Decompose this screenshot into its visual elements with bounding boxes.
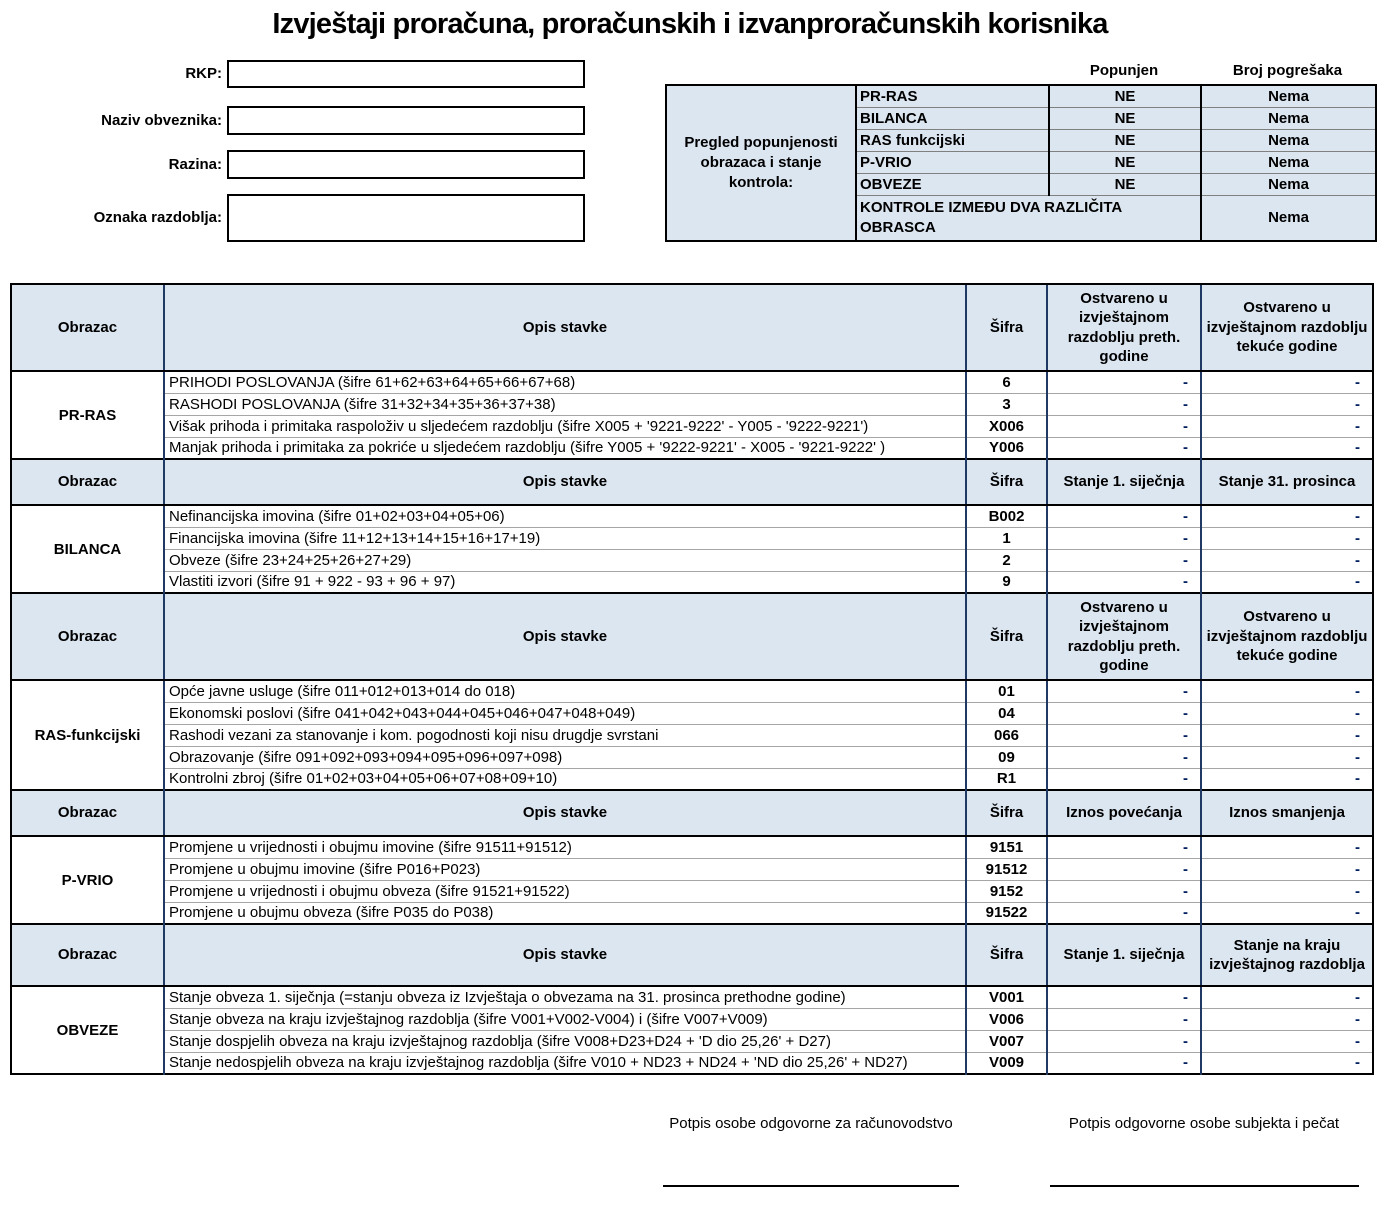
opis-stavke-header: Opis stavke <box>164 284 966 371</box>
sifra-cell: 2 <box>966 549 1047 571</box>
value-cell: - <box>1047 505 1201 527</box>
opis-cell: Financijska imovina (šifre 11+12+13+14+15+16+17+19) <box>164 527 966 549</box>
cross-form-controls-label: KONTROLE IZMEĐU DVA RAZLIČITA OBRASCA <box>856 195 1201 241</box>
opis-cell: Promjene u obujmu obveza (šifre P035 do P038) <box>164 902 966 924</box>
naziv-obveznika-input[interactable] <box>227 106 585 135</box>
opis-cell: Vlastiti izvori (šifre 91 + 922 - 93 + 96 + 97) <box>164 571 966 593</box>
value-col5-header: Stanje 31. prosinca <box>1201 459 1373 505</box>
section-name: RAS-funkcijski <box>11 680 164 790</box>
sifra-cell: 1 <box>966 527 1047 549</box>
value-cell: - <box>1047 902 1201 924</box>
value-cell: - <box>1201 746 1373 768</box>
value-col5-header: Ostvareno u izvještajnom razdoblju tekuće godine <box>1201 593 1373 680</box>
table-row <box>11 880 1373 902</box>
sifra-cell: 9151 <box>966 836 1047 858</box>
opis-cell: Nefinancijska imovina (šifre 01+02+03+04+05+06) <box>164 505 966 527</box>
oznaka-razdoblja-input[interactable] <box>227 194 585 242</box>
value-cell: - <box>1047 571 1201 593</box>
page-title: Izvještaji proračuna, proračunskih i izvanproračunskih korisnika <box>272 8 1108 40</box>
table-row <box>11 393 1373 415</box>
value-cell: - <box>1201 571 1373 593</box>
errors-value: Nema <box>1201 151 1376 173</box>
opis-cell: Višak prihoda i primitaka raspoloživ u sljedećem razdoblju (šifre X005 + '9221-9222' - Y005 - '9222-9221') <box>164 415 966 437</box>
value-cell: - <box>1201 371 1373 393</box>
obrazac-header: Obrazac <box>11 790 164 836</box>
opis-stavke-header: Opis stavke <box>164 790 966 836</box>
obrazac-header: Obrazac <box>11 284 164 371</box>
value-cell: - <box>1047 371 1201 393</box>
section-header-row <box>11 284 1373 371</box>
form-name: P-VRIO <box>856 151 1049 173</box>
opis-cell: PRIHODI POSLOVANJA (šifre 61+62+63+64+65+66+67+68) <box>164 371 966 393</box>
table-row <box>11 724 1373 746</box>
value-cell: - <box>1201 768 1373 790</box>
sifra-cell: V009 <box>966 1052 1047 1074</box>
naziv-obveznika-label: Naziv obveznika: <box>101 112 222 129</box>
opis-stavke-header: Opis stavke <box>164 593 966 680</box>
popunjen-value: NE <box>1049 173 1201 195</box>
sifra-cell: R1 <box>966 768 1047 790</box>
sifra-header: Šifra <box>966 459 1047 505</box>
sifra-header: Šifra <box>966 790 1047 836</box>
report-summary-table <box>10 283 1374 1075</box>
table-row <box>11 437 1373 459</box>
value-cell: - <box>1201 437 1373 459</box>
value-cell: - <box>1047 858 1201 880</box>
value-cell: - <box>1201 858 1373 880</box>
opis-cell: Opće javne usluge (šifre 011+012+013+014 do 018) <box>164 680 966 702</box>
table-row <box>11 768 1373 790</box>
signature-label-accounting: Potpis osobe odgovorne za računovodstvo <box>669 1115 953 1132</box>
opis-cell: Stanje obveza na kraju izvještajnog razdoblja (šifre V001+V002-V004) i (šifre V007+V009) <box>164 1008 966 1030</box>
table-row <box>11 702 1373 724</box>
value-cell: - <box>1201 415 1373 437</box>
signature-label-subject: Potpis odgovorne osobe subjekta i pečat <box>1068 1115 1340 1132</box>
table-row <box>11 1052 1373 1074</box>
sifra-cell: 91512 <box>966 858 1047 880</box>
sifra-cell: 9152 <box>966 880 1047 902</box>
value-cell: - <box>1047 986 1201 1008</box>
sifra-cell: X006 <box>966 415 1047 437</box>
value-cell: - <box>1201 1030 1373 1052</box>
sifra-header: Šifra <box>966 284 1047 371</box>
value-cell: - <box>1201 393 1373 415</box>
errors-value: Nema <box>1201 129 1376 151</box>
opis-cell: Rashodi vezani za stanovanje i kom. pogodnosti koji nisu drugdje svrstani <box>164 724 966 746</box>
control-panel-table <box>665 84 1377 242</box>
section-header-row <box>11 790 1373 836</box>
value-col5-header: Ostvareno u izvještajnom razdoblju tekuće godine <box>1201 284 1373 371</box>
value-cell: - <box>1201 836 1373 858</box>
value-col5-header: Iznos smanjenja <box>1201 790 1373 836</box>
sifra-header: Šifra <box>966 593 1047 680</box>
table-row <box>11 1030 1373 1052</box>
sifra-cell: 066 <box>966 724 1047 746</box>
table-row <box>11 986 1373 1008</box>
opis-cell: Obrazovanje (šifre 091+092+093+094+095+096+097+098) <box>164 746 966 768</box>
section-name: BILANCA <box>11 505 164 593</box>
table-row <box>11 549 1373 571</box>
value-cell: - <box>1201 724 1373 746</box>
oznaka-razdoblja-label: Oznaka razdoblja: <box>93 209 222 226</box>
value-col4-header: Ostvareno u izvještajnom razdoblju preth. godine <box>1047 284 1201 371</box>
opis-cell: Kontrolni zbroj (šifre 01+02+03+04+05+06+07+08+09+10) <box>164 768 966 790</box>
razina-label: Razina: <box>168 156 222 173</box>
value-col4-header: Stanje 1. siječnja <box>1047 924 1201 986</box>
value-col5-header: Stanje na kraju izvještajnog razdoblja <box>1201 924 1373 986</box>
opis-stavke-header: Opis stavke <box>164 459 966 505</box>
opis-cell: Promjene u vrijednosti i obujmu obveza (šifre 91521+91522) <box>164 880 966 902</box>
table-row <box>11 571 1373 593</box>
value-col4-header: Iznos povećanja <box>1047 790 1201 836</box>
sifra-cell: Y006 <box>966 437 1047 459</box>
value-cell: - <box>1047 527 1201 549</box>
popunjen-value: NE <box>1049 85 1201 107</box>
value-col4-header: Ostvareno u izvještajnom razdoblju preth. godine <box>1047 593 1201 680</box>
opis-cell: Ekonomski poslovi (šifre 041+042+043+044+045+046+047+048+049) <box>164 702 966 724</box>
rkp-label: RKP: <box>185 65 222 82</box>
errors-value: Nema <box>1201 85 1376 107</box>
section-header-row <box>11 924 1373 986</box>
form-name: PR-RAS <box>856 85 1049 107</box>
value-cell: - <box>1047 393 1201 415</box>
sifra-cell: 09 <box>966 746 1047 768</box>
table-row <box>11 746 1373 768</box>
errors-value: Nema <box>1201 195 1376 241</box>
obrazac-header: Obrazac <box>11 593 164 680</box>
value-cell: - <box>1047 437 1201 459</box>
value-cell: - <box>1201 1052 1373 1074</box>
sifra-cell: 9 <box>966 571 1047 593</box>
value-cell: - <box>1047 1030 1201 1052</box>
section-name: PR-RAS <box>11 371 164 459</box>
control-panel-label: Pregled popunjenosti obrazaca i stanje kontrola: <box>666 85 856 241</box>
section-name: OBVEZE <box>11 986 164 1074</box>
value-cell: - <box>1201 505 1373 527</box>
popunjen-column-label: Popunjen <box>1089 62 1159 79</box>
section-header-row <box>11 459 1373 505</box>
opis-cell: RASHODI POSLOVANJA (šifre 31+32+34+35+36+37+38) <box>164 393 966 415</box>
sifra-cell: 01 <box>966 680 1047 702</box>
sifra-cell: V007 <box>966 1030 1047 1052</box>
value-cell: - <box>1047 836 1201 858</box>
rkp-input[interactable] <box>227 60 585 88</box>
value-cell: - <box>1047 415 1201 437</box>
table-row <box>11 836 1373 858</box>
value-cell: - <box>1047 724 1201 746</box>
table-row <box>11 902 1373 924</box>
value-col4-header: Stanje 1. siječnja <box>1047 459 1201 505</box>
value-cell: - <box>1201 880 1373 902</box>
table-row <box>11 505 1373 527</box>
sifra-cell: 6 <box>966 371 1047 393</box>
razina-input[interactable] <box>227 150 585 179</box>
value-cell: - <box>1047 1052 1201 1074</box>
value-cell: - <box>1047 1008 1201 1030</box>
form-name: BILANCA <box>856 107 1049 129</box>
errors-value: Nema <box>1201 107 1376 129</box>
opis-cell: Promjene u vrijednosti i obujmu imovine (šifre 91511+91512) <box>164 836 966 858</box>
form-name: RAS funkcijski <box>856 129 1049 151</box>
table-row <box>11 371 1373 393</box>
value-cell: - <box>1047 549 1201 571</box>
value-cell: - <box>1047 746 1201 768</box>
sifra-header: Šifra <box>966 924 1047 986</box>
table-row <box>666 85 1376 107</box>
value-cell: - <box>1201 527 1373 549</box>
signature-line-accounting <box>663 1185 959 1187</box>
opis-cell: Manjak prihoda i primitaka za pokriće u sljedećem razdoblju (šifre Y005 + '9222-9221' - X005 - '9221-9222' ) <box>164 437 966 459</box>
opis-cell: Stanje obveza 1. siječnja (=stanju obveza iz Izvještaja o obvezama na 31. prosinca prethodne godine) <box>164 986 966 1008</box>
errors-value: Nema <box>1201 173 1376 195</box>
sifra-cell: 3 <box>966 393 1047 415</box>
sifra-cell: 04 <box>966 702 1047 724</box>
value-cell: - <box>1201 1008 1373 1030</box>
sifra-cell: 91522 <box>966 902 1047 924</box>
value-cell: - <box>1201 549 1373 571</box>
sifra-cell: V006 <box>966 1008 1047 1030</box>
sifra-cell: V001 <box>966 986 1047 1008</box>
value-cell: - <box>1201 702 1373 724</box>
opis-cell: Stanje dospjelih obveza na kraju izvještajnog razdoblja (šifre V008+D23+D24 + 'D dio 25,26' + D27) <box>164 1030 966 1052</box>
section-name: P-VRIO <box>11 836 164 924</box>
value-cell: - <box>1201 902 1373 924</box>
form-name: OBVEZE <box>856 173 1049 195</box>
value-cell: - <box>1201 680 1373 702</box>
popunjen-value: NE <box>1049 129 1201 151</box>
value-cell: - <box>1047 680 1201 702</box>
opis-cell: Promjene u obujmu imovine (šifre P016+P023) <box>164 858 966 880</box>
table-row <box>11 1008 1373 1030</box>
value-cell: - <box>1201 986 1373 1008</box>
section-header-row <box>11 593 1373 680</box>
signature-line-subject <box>1050 1185 1359 1187</box>
table-row <box>11 858 1373 880</box>
popunjen-value: NE <box>1049 151 1201 173</box>
opis-stavke-header: Opis stavke <box>164 924 966 986</box>
table-row <box>11 680 1373 702</box>
table-row <box>11 415 1373 437</box>
sifra-cell: B002 <box>966 505 1047 527</box>
value-cell: - <box>1047 768 1201 790</box>
opis-cell: Stanje nedospjelih obveza na kraju izvještajnog razdoblja (šifre V010 + ND23 + ND24 + 'ND dio 25,26' + ND27) <box>164 1052 966 1074</box>
obrazac-header: Obrazac <box>11 459 164 505</box>
popunjen-value: NE <box>1049 107 1201 129</box>
broj-pogresaka-column-label: Broj pogrešaka <box>1232 62 1343 79</box>
table-row <box>11 527 1373 549</box>
obrazac-header: Obrazac <box>11 924 164 986</box>
value-cell: - <box>1047 702 1201 724</box>
opis-cell: Obveze (šifre 23+24+25+26+27+29) <box>164 549 966 571</box>
value-cell: - <box>1047 880 1201 902</box>
